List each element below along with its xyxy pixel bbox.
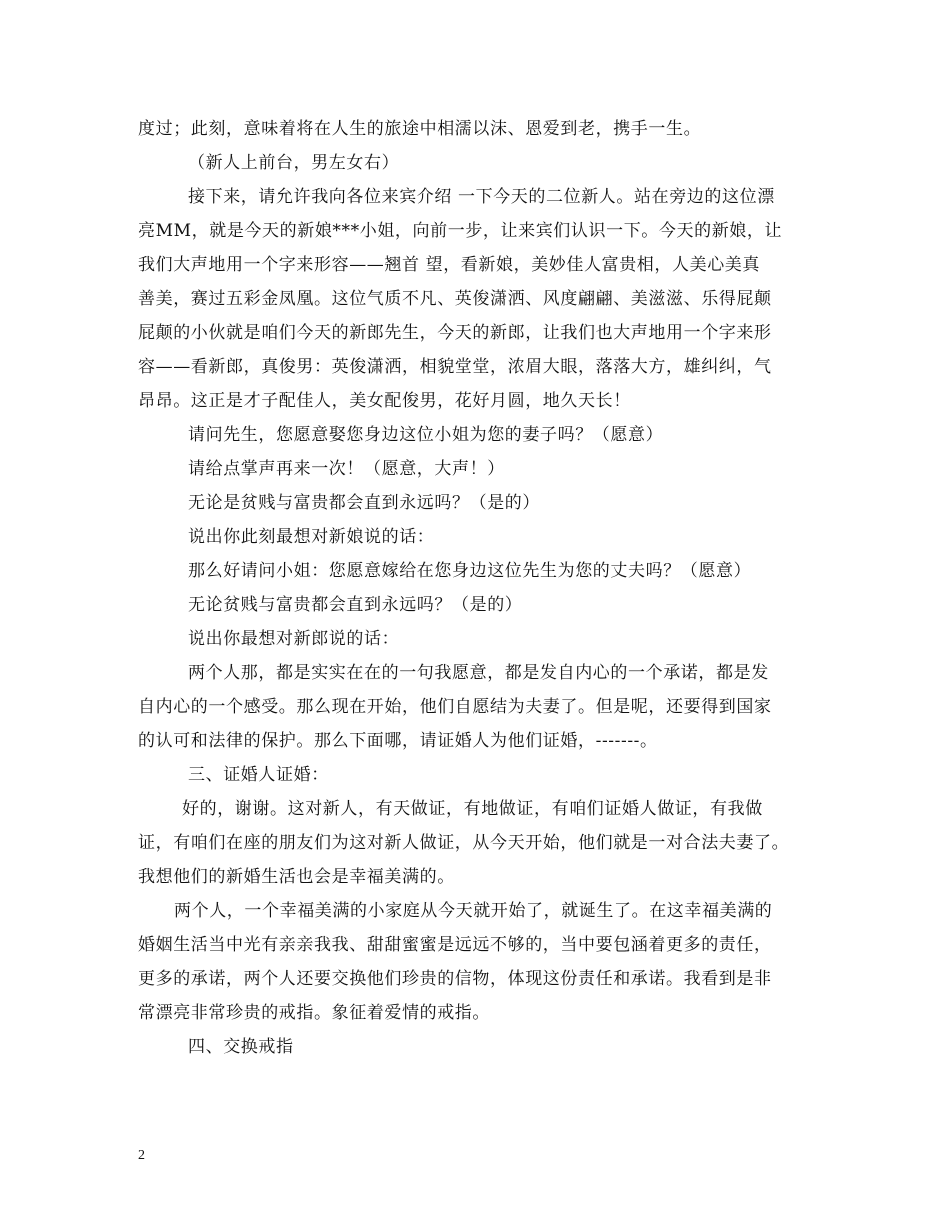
- text-line: 无论是贫贱与富贵都会直到永远吗？（是的）: [188, 493, 540, 513]
- text-line: 说出你最想对新郎说的话：: [188, 629, 400, 649]
- text-line: 我想他们的新婚生活也会是幸福美满的。: [138, 867, 455, 887]
- text-line: 三、证婚人证婚：: [188, 765, 329, 785]
- text-line: 请问先生，您愿意娶您身边这位小姐为您的妻子吗？（愿意）: [188, 425, 664, 445]
- text-line: 度过；此刻，意味着将在人生的旅途中相濡以沫、恩爱到老，携手一生。: [138, 119, 702, 139]
- text-line: 昂昂。这正是才子配佳人，美女配俊男，花好月圆，地久天长！: [138, 391, 631, 411]
- text-line: 说出你此刻最想对新娘说的话：: [188, 527, 435, 547]
- text-line: 那么好请问小姐：您愿意嫁给在您身边这位先生为您的丈夫吗？（愿意）: [188, 561, 752, 581]
- text-line: 好的，谢谢。这对新人，有天做证，有地做证，有咱们证婚人做证，有我做: [182, 799, 763, 819]
- text-line: 四、交换戒指: [188, 1037, 294, 1057]
- text-line: 我们大声地用一个字来形容——翘首 望，看新娘，美妙佳人富贵相，人美心美真: [138, 255, 761, 275]
- text-line: 两个人那，都是实实在在的一句我愿意，都是发自内心的一个承诺，都是发: [188, 663, 769, 683]
- text-line: 善美，赛过五彩金凤凰。这位气质不凡、英俊潇洒、风度翩翩、美滋滋、乐得屁颠: [138, 289, 772, 309]
- text-line: 两个人，一个幸福美满的小家庭从今天就开始了，就诞生了。在这幸福美满的: [174, 901, 773, 921]
- text-line: 常漂亮非常珍贵的戒指。象征着爱情的戒指。: [138, 1003, 490, 1023]
- text-line: 接下来，请允许我向各位来宾介绍 一下今天的二位新人。站在旁边的这位漂: [188, 187, 775, 207]
- text-line: 更多的承诺，两个人还要交换他们珍贵的信物，体现这份责任和承诺。我看到是非: [138, 969, 772, 989]
- text-line: 屁颠的小伙就是咱们今天的新郎先生，今天的新郎，让我们也大声地用一个字来形: [138, 323, 772, 343]
- text-line: 自内心的一个感受。那么现在开始，他们自愿结为夫妻了。但是呢，还要得到国家: [138, 697, 772, 717]
- page-number: 2: [138, 1148, 145, 1163]
- text-line: 婚姻生活当中光有亲亲我我、甜甜蜜蜜是远远不够的，当中要包涵着更多的责任，: [138, 935, 772, 955]
- text-line: 无论贫贱与富贵都会直到永远吗？（是的）: [188, 595, 523, 615]
- document-body: [138, 112, 828, 1064]
- text-line: 亮MM，就是今天的新娘***小姐，向前一步，让来宾们认识一下。今天的新娘，让: [138, 221, 783, 241]
- text-line: 证，有咱们在座的朋友们为这对新人做证，从今天开始，他们就是一对合法夫妻了。: [138, 833, 790, 853]
- text-line: 请给点掌声再来一次！（愿意，大声！）: [188, 459, 505, 479]
- text-line: 容——看新郎，真俊男：英俊潇洒，相貌堂堂，浓眉大眼，落落大方，雄纠纠，气: [138, 357, 772, 377]
- text-line: 的认可和法律的保护。那么下面哪，请证婚人为他们证婚，-------。: [138, 731, 658, 751]
- text-line: （新人上前台，男左女右）: [188, 153, 400, 173]
